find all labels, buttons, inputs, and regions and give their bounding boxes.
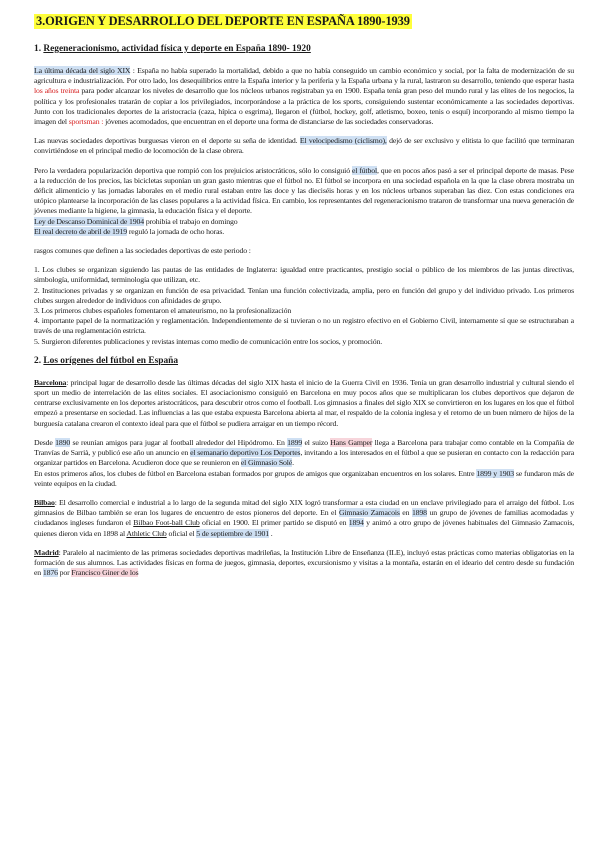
- section-2-heading: [34, 356, 574, 366]
- highlight-los-deportes: el semanario deportivo Los Deportes: [190, 448, 301, 458]
- section-2-number: 2.: [34, 355, 42, 366]
- section-1-title: Regeneracionismo, actividad física y deporte en España 1890- 1920: [43, 44, 311, 54]
- highlight-ley-descanso: Ley de Descanso Dominical de 1904: [34, 216, 145, 226]
- highlight-athletic-club: Athletic Club: [126, 528, 167, 538]
- list-item: 1. Los clubes se organizan siguiendo las pautas de las entidades de Inglaterra: igualdad entre practicantes, prestigio social o público de los miembros de las juntas directivas, simbología, uniformidad, terminología que utilizan, etc.: [34, 265, 574, 285]
- text: Desde: [34, 437, 56, 447]
- text: para poder alcanzar los niveles de desarrollo que los núcleos urbanos registraban ya en 1900. España tenía gran peso del mundo rural y las elites de los negocios, la política y los profesionales tratarán de copiar a los privilegiados, incorporándose a la práctica de los sports, consiguiendo sustentar económicamente a las sociedades deportivas. Junto con los tradicionales deportes de la aristocracia (caza, hípica o esgrima), llegaron el (fútbol, hockey, golf, atletismo, boxeo, tenis o esquí) incorporando al mismo tiempo la imagen del: [34, 86, 574, 127]
- text: , invitando a los interesados en el fútbol a que se pusieran en contacto con la redacción para organizar partidos en Barcelona. Acudieron doce que se reunieron en: [34, 448, 574, 468]
- title-wrap: [34, 12, 574, 30]
- rasgos-heading: rasgos comunes que definen a las sociedades deportivas de este periodo :: [34, 246, 251, 256]
- highlight-5-septiembre-1901: 5 de septiembre de 1901: [196, 528, 269, 538]
- section-1-number: 1.: [34, 44, 42, 54]
- text: : España no había superado la mortalidad, debido a que no había conseguido un cambio económico y social, por la falta de modernización de su agricultura e industrialización. Por otro lado, los desequilibrios entre la España interior y la periferia y la España urbana y la rural, lastraron su desarrollo, teniendo que esperar hasta: [34, 66, 574, 86]
- rasgos-list: [34, 265, 574, 347]
- highlight-los-anos-treinta: los años treinta: [34, 86, 80, 96]
- text: : El desarrollo comercial e industrial a lo largo de la segunda mitad del siglo XIX logró transformar a esta ciudad en un enclave privilegiado para el arraigo del fútbol. Los gimnasios de Bilbao también se eran los lugares de encuentro de estos pioneros del deporte. En el: [34, 497, 574, 518]
- text: jóvenes acomodados, que encuentran en el deporte una forma de distanciarse de las sociedades conservadoras.: [103, 117, 434, 127]
- text: oficial en 1900. El primer partido se disputó en: [199, 518, 349, 528]
- text: se reunían amigos para jugar al football alrededor del Hipódromo. En: [70, 437, 288, 447]
- highlight-1894: 1894: [348, 518, 364, 528]
- document-title: 3.ORIGEN Y DESARROLLO DEL DEPORTE EN ESPAÑA 1890-1939: [36, 14, 410, 28]
- text: , que en pocos años pasó a ser el principal deporte de masas. Pese a la reducción de los precios, las bicicletas suponían un gran gasto mientras que el fútbol no. El fútbol se incorpora en una sociedad española en la que la clase obrera mostraba un déficit alimenticio y las jornadas laborales en el medio rural estaban entre las doce y las dieciséis horas y en los núcleos urbanos superaban las diez. Con estas condiciones era utópico plantearse la incorporación de las clases populares a la actividad física. En cambio, los representantes del regeneracionismo trataron de transformar una nueva generación de jóvenes mediante la higiene, la gimnasia, la educación física y el deporte.: [34, 165, 574, 216]
- highlight-1890: 1890: [55, 437, 71, 447]
- highlight-decade: La última década del siglo XIX: [34, 66, 131, 75]
- paragraph-3: [34, 166, 574, 217]
- paragraph-2: [34, 136, 574, 156]
- text: Las nuevas sociedades deportivas burguesas vieron en el deporte su seña de identidad.: [34, 136, 300, 146]
- highlight-real-decreto: El real decreto de abril de 1919: [34, 226, 128, 236]
- highlight-sportsman: sportsman :: [68, 117, 104, 127]
- paragraph-bilbao: [34, 498, 574, 539]
- highlight-gimnasio-zamacois: Gimnasio Zamacois: [338, 508, 400, 518]
- text: en: [399, 508, 412, 518]
- paragraph-1890: [34, 438, 574, 469]
- text: por: [57, 568, 72, 578]
- city-label-bilbao: Bilbao: [34, 497, 55, 507]
- section-1-heading: [34, 44, 574, 54]
- highlight-1876: 1876: [42, 568, 58, 578]
- law-1919: [34, 227, 574, 237]
- city-label-madrid: Madrid: [34, 547, 59, 557]
- text: : principal lugar de desarrollo desde las últimas décadas del siglo XIX hasta el inicio de la Guerra Civil en 1936. Tenía un gran desarrollo industrial y cultural siendo el sport un medio de interrelación de las elites sociales. El asociacionismo consiguió en Barcelona en muy pocos años que se multiplicaran los clubes deportivos que dejaron de centrarse exclusivamente en los deportes aristocráticos, para descubrir otros como el football. Los gimnasios a finales del siglo XIX se convirtieron en los lugares en los que el fútbol empezó a presentarse en sociedad. Las influencias a las que estaba expuesta Barcelona abierta al mar, el respaldo de la colonia inglesa y el retorno de un buen número de hijos de la burguesía catalana crearon el contexto ideal para que el fútbol se pudiera arraigar en un tiempo récord.: [34, 377, 574, 428]
- highlight-gimnasio-sole: el Gimnasio Solé: [240, 458, 293, 468]
- highlight-hans-gamper: Hans Gamper: [330, 437, 373, 447]
- text: y animó a otro grupo de jóvenes habituales del Gimnasio Zamacois, quienes dieron vida en 1898 al: [34, 518, 575, 538]
- text: : Paralelo al nacimiento de las primeras sociedades deportivas madrileñas, la Institución Libre de Enseñanza (ILE), incluyó estas prácticas como materias obligatorias en la formación de sus alumnos. Las actividades físicas en forma de juegos, gimnasia, deportes, excursionismo y visitas a la montaña, estarán en el ideario del centro desde su fundación en: [34, 547, 574, 578]
- highlight-el-futbol: el fútbol: [351, 165, 377, 175]
- text: oficial el: [166, 528, 197, 538]
- list-item: 2. Instituciones privadas y se organizan en función de esa privacidad. Tenían una función colectivizada, amplia, pero en función del grupo y del individuo privado. Los primeros clubes surgen alrededor de individuos con afinidades de grupo.: [34, 285, 574, 305]
- text: Pero la verdadera popularización deportiva que rompió con los prejuicios aristocráticos, sólo lo consiguió: [34, 165, 352, 175]
- highlight-bilbao-football-club: Bilbao Foot-ball Club: [133, 518, 200, 528]
- list-item: 3. Los primeros clubes españoles fomentaron el amateurismo, no la profesionalización: [34, 306, 292, 316]
- highlight-1899: 1899: [287, 437, 303, 447]
- text: un grupo de jóvenes de familias acomodadas y ciudadanos ingleses fundaron el: [34, 508, 574, 528]
- text: .: [269, 528, 273, 538]
- list-item: 4. importante papel de la normatización y reglamentación. Independientemente de si tuvieran o no un registro efectivo en el Gobierno Civil, internamente sí que se estructuraban a través de una reglamentación estricta.: [34, 316, 574, 336]
- text: el suizo: [302, 437, 331, 447]
- highlight-francisco-giner: Francisco Giner de los: [71, 568, 139, 578]
- paragraph-1: [34, 66, 574, 127]
- section-2-title: Los orígenes del fútbol en España: [43, 355, 179, 366]
- highlight-1899-1903: 1899 y 1903: [476, 468, 514, 478]
- text: se fundaron más de veinte equipos en la ciudad.: [34, 468, 574, 488]
- text: llega a Barcelona para trabajar como contable en la Compañía de Tranvías de Sarrià, y publicó ese año un anuncio en: [34, 437, 575, 458]
- text: dejó de ser exclusivo y elitista lo que facilitó que terminaran convirtiéndose en el principal medio de locomoción de la clase obrera.: [34, 136, 574, 156]
- highlight-velocipedismo: El velocipedismo (ciclismo),: [299, 136, 387, 146]
- highlight-1898: 1898: [411, 508, 427, 518]
- text: En estos primeros años, los clubes de fútbol en Barcelona estaban formados por grupos de amigos que organizaban encuentros en los solares. Entre: [34, 468, 477, 478]
- paragraph-madrid: [34, 548, 574, 579]
- law-1904: [34, 217, 574, 227]
- paragraph-barcelona: [34, 378, 574, 429]
- list-item: 5. Surgieron diferentes publicaciones y revistas internas como medio de comunicación entre los socios, y promoción.: [34, 336, 383, 346]
- city-label-barcelona: Barcelona: [34, 377, 67, 387]
- text: prohibía el trabajo en domingo: [144, 216, 238, 226]
- text: reguló la jornada de ocho horas.: [127, 226, 225, 236]
- text: .: [292, 458, 294, 468]
- paragraph-primeros-anos: [34, 469, 574, 489]
